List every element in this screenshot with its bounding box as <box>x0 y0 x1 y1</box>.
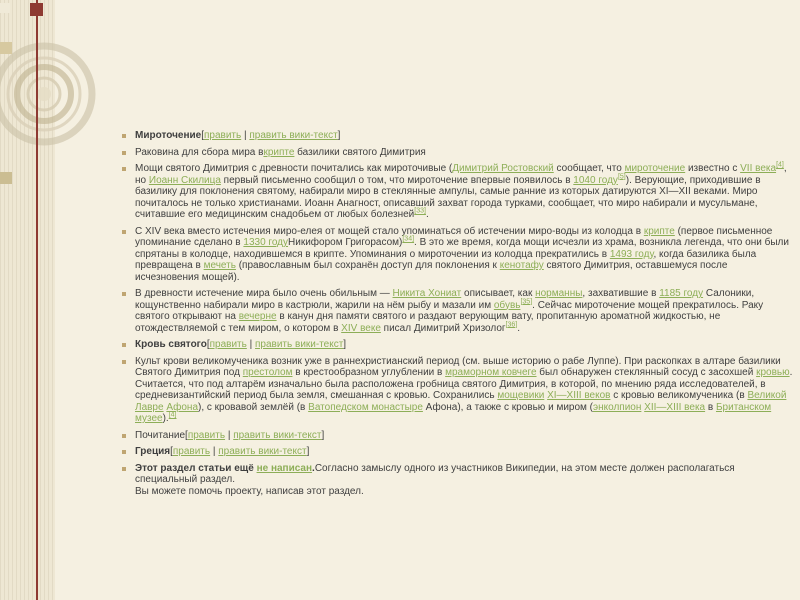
text-run: (православным был сохранён доступ для поклонения к <box>235 260 500 271</box>
heading-text: . <box>312 462 315 474</box>
wiki-link[interactable]: норманны <box>535 288 583 299</box>
text-run: ). <box>162 413 169 424</box>
text-run: . Сейчас мироточение мощей прекратилось. Раку святого открывают на <box>135 299 764 322</box>
text-run: . <box>517 322 521 334</box>
text-run: ), с кровавой землёй (в <box>198 401 309 413</box>
text-run: первый письменно сообщил о том, что мироточение впервые появилось в <box>220 174 574 186</box>
text-run: в крестообразном углублении в <box>292 367 446 378</box>
wiki-link[interactable]: 1493 году <box>609 248 654 260</box>
bullet-icon <box>122 467 126 471</box>
wiki-link[interactable]: Британском музее <box>135 401 772 424</box>
text-run: Вы можете помочь проекту, написав этот раздел. <box>135 485 364 497</box>
text-run: [ <box>185 429 188 441</box>
paragraph <box>135 356 794 425</box>
text-run: [ <box>170 446 173 457</box>
wiki-link[interactable]: править <box>203 130 242 141</box>
wiki-link[interactable]: править вики-текст <box>255 339 344 350</box>
reference <box>776 162 784 169</box>
paragraph <box>135 288 794 334</box>
wiki-link[interactable]: мощевики <box>497 390 545 401</box>
bullet-item <box>120 130 794 142</box>
bullet-icon <box>122 292 126 296</box>
text-run: , захватившие в <box>582 288 660 299</box>
text-run: Никифором Григорасом) <box>288 237 403 248</box>
reference-link[interactable]: [35] <box>520 298 533 306</box>
accent-square-red <box>30 3 43 16</box>
wiki-link[interactable]: Афона <box>166 401 198 413</box>
paragraph <box>135 339 794 351</box>
reference-link[interactable]: [34] <box>402 235 415 243</box>
wiki-link[interactable]: мраморном ковчеге <box>445 367 537 378</box>
bullet-item <box>120 356 794 425</box>
text-run: | <box>225 429 234 441</box>
reference <box>402 236 414 243</box>
heading-text: Этот раздел статьи ещё <box>135 462 257 474</box>
reference <box>520 298 532 305</box>
text-run: | <box>246 339 255 350</box>
wiki-link[interactable]: 1330 году <box>243 237 289 248</box>
text-run: был обнаружен стеклянный сосуд с засохшей <box>536 367 757 378</box>
text-run: . <box>425 209 429 220</box>
reference <box>169 412 177 419</box>
wiki-link[interactable]: крипте <box>643 225 675 237</box>
bullet-item <box>120 147 794 159</box>
bullet-item <box>120 226 794 284</box>
reference-link[interactable]: [4] <box>168 411 177 419</box>
bullet-item <box>120 463 794 498</box>
text-run: ] <box>321 429 325 441</box>
text-run: писал Димитрий Хризолог <box>380 322 506 334</box>
text-run: ] <box>337 130 341 141</box>
wiki-link[interactable]: Ватопедском монастыре <box>308 401 423 413</box>
text-run: , но <box>135 163 787 186</box>
bullet-item <box>120 163 794 221</box>
wiki-link[interactable]: VII века <box>740 163 777 174</box>
wiki-link[interactable]: XIV веке <box>341 322 381 334</box>
wiki-link[interactable]: мечеть <box>203 260 236 271</box>
reference-link[interactable]: [4] <box>776 161 784 169</box>
wiki-link[interactable]: не написан <box>256 462 313 474</box>
accent-vertical-line <box>36 0 38 600</box>
text-run: Мощи святого Димитрия с древности почитались как мироточивые ( <box>135 163 453 174</box>
text-run: (первое письменное упоминание сделано в <box>135 225 773 248</box>
heading-text: Греция <box>135 446 171 457</box>
text-run: базилики святого Димитрия <box>294 146 426 158</box>
wiki-link[interactable]: править вики-текст <box>233 429 322 441</box>
wiki-link[interactable]: мироточение <box>624 163 686 174</box>
reference-link[interactable]: [5] <box>617 173 626 181</box>
text-run: Салоники, кощунственно набирали миро в кастрюли, жарили на нём рыбу и мазали им <box>135 288 755 311</box>
text-run: Афона), а также с кровью и миром ( <box>422 401 594 413</box>
bullet-icon <box>122 151 126 155</box>
paragraph <box>135 226 794 284</box>
text-run: известно с <box>685 163 741 174</box>
paragraph <box>135 446 794 458</box>
wiki-link[interactable]: обувь <box>493 299 521 311</box>
wiki-link[interactable]: 1185 году <box>659 288 704 299</box>
text-run: в <box>705 401 716 413</box>
text-run: святого Димитрия, оставшемуся после исчезновения мощей). <box>135 260 728 283</box>
text-run: ] <box>343 339 347 350</box>
wiki-link[interactable]: вечерне <box>238 311 277 322</box>
bullet-icon <box>122 450 126 454</box>
text-run: описывает, как <box>461 288 536 299</box>
text-run: ). Верующие, приходившие в базилику для поклонения святому, набирали миро в стеклянные ампулы, самые ранние из которых датируются XI—XII веками. Миро почиталось не только христианами. Иоанн Анагност, описавший захват города турками, сообщает, что миро набирали и мусульмане, считавшие его медицинским снадобьем от любых болезней <box>135 174 761 220</box>
reference <box>618 173 626 180</box>
reference-link[interactable]: [36] <box>505 321 518 329</box>
bullet-item <box>120 339 794 351</box>
text-run: | <box>210 446 219 457</box>
text-run: . В это же время, когда мощи исчезли из храма, возникла легенда, что они были спрятаны в колодце, находившемся в крипте. Упоминания о мироточении из колодца прекратились в <box>135 237 789 260</box>
reference <box>414 208 426 215</box>
text-run: сообщает, что <box>553 163 625 174</box>
paragraph <box>135 147 794 159</box>
wiki-link[interactable]: Иоанн Скилица <box>148 174 221 186</box>
text-run: Культ крови великомученика возник уже в раннехристианский период (см. выше историю о рабе Луппе). При раскопках в алтаре базилики Святого Димитрия под <box>135 355 781 378</box>
bullet-icon <box>122 360 126 364</box>
heading-text: Кровь святого <box>135 339 207 350</box>
wiki-link[interactable]: кенотафу <box>499 260 544 271</box>
heading-text: Мироточение <box>135 130 202 141</box>
bullet-item <box>120 430 794 442</box>
text-run: с кровью великомученика (в <box>610 390 748 401</box>
wiki-link[interactable]: 1040 году <box>573 174 618 186</box>
wiki-link[interactable]: править <box>172 446 211 457</box>
bullet-icon <box>122 167 126 171</box>
text-run: Согласно замыслу одного из участников Википедии, на этом месте должен располагаться специальный раздел. <box>135 462 735 485</box>
accent-square-cream <box>0 3 10 13</box>
wiki-link[interactable]: XII—XIII века <box>644 401 706 413</box>
content-list <box>120 130 794 497</box>
reference-link[interactable]: [33] <box>414 207 426 215</box>
accent-square-tan-2 <box>0 172 12 184</box>
paragraph <box>135 130 794 142</box>
reference <box>506 321 518 328</box>
bullet-icon <box>122 230 126 234</box>
text-run: в канун дня памяти святого и раздают верующим вату, пропитанную ароматной жидкостью, не отождествляемой с тем миром, о котором в <box>135 311 721 334</box>
text-run: С XIV века вместо истечения миро-елея от мощей стало упоминаться об истечении миро-воды из колодца в <box>135 225 644 237</box>
wiki-link[interactable]: Великой Лавре <box>135 390 787 413</box>
text-run: | <box>241 130 250 141</box>
text-run: [ <box>206 339 210 350</box>
wiki-link[interactable]: кровью <box>756 367 790 378</box>
slide-content <box>120 130 794 502</box>
text-run: Раковина для сбора мира в <box>135 146 264 158</box>
text-run: [ <box>201 130 204 141</box>
bullet-icon <box>122 134 126 138</box>
paragraph <box>135 463 794 498</box>
bullet-item <box>120 446 794 458</box>
paragraph <box>135 430 794 442</box>
accent-square-tan-1 <box>0 42 12 54</box>
paragraph <box>135 163 794 221</box>
wiki-link[interactable]: энколпион <box>593 401 642 413</box>
text-run: , когда базилика была превращена в <box>135 248 757 271</box>
wiki-link[interactable]: править <box>187 429 226 441</box>
bullet-icon <box>122 343 126 347</box>
wiki-link[interactable]: править вики-текст <box>249 130 338 141</box>
wiki-link[interactable]: Димитрий Ростовский <box>452 163 554 174</box>
text-run: Почитание <box>135 429 186 441</box>
wiki-link[interactable]: престолом <box>242 367 293 378</box>
text-run: . Считается, что под алтарём изначально была расположена гробница святого Димитрия, в которой, по мнению ряда исследователей, в средневизантийский период была земля, смешанная с кровью. Сохранились <box>135 367 793 401</box>
decorative-circles <box>0 28 120 168</box>
text-run: ] <box>306 446 310 457</box>
bullet-icon <box>122 434 126 438</box>
bullet-item <box>120 288 794 334</box>
text-run: В древности истечение мира было очень обильным — <box>135 288 393 299</box>
wiki-link[interactable]: править вики-текст <box>218 446 307 457</box>
wiki-link[interactable]: XI—XIII веков <box>547 390 611 401</box>
wiki-link[interactable]: Никита Хониат <box>392 288 462 299</box>
wiki-link[interactable]: крипте <box>263 146 295 158</box>
wiki-link[interactable]: править <box>209 339 247 350</box>
